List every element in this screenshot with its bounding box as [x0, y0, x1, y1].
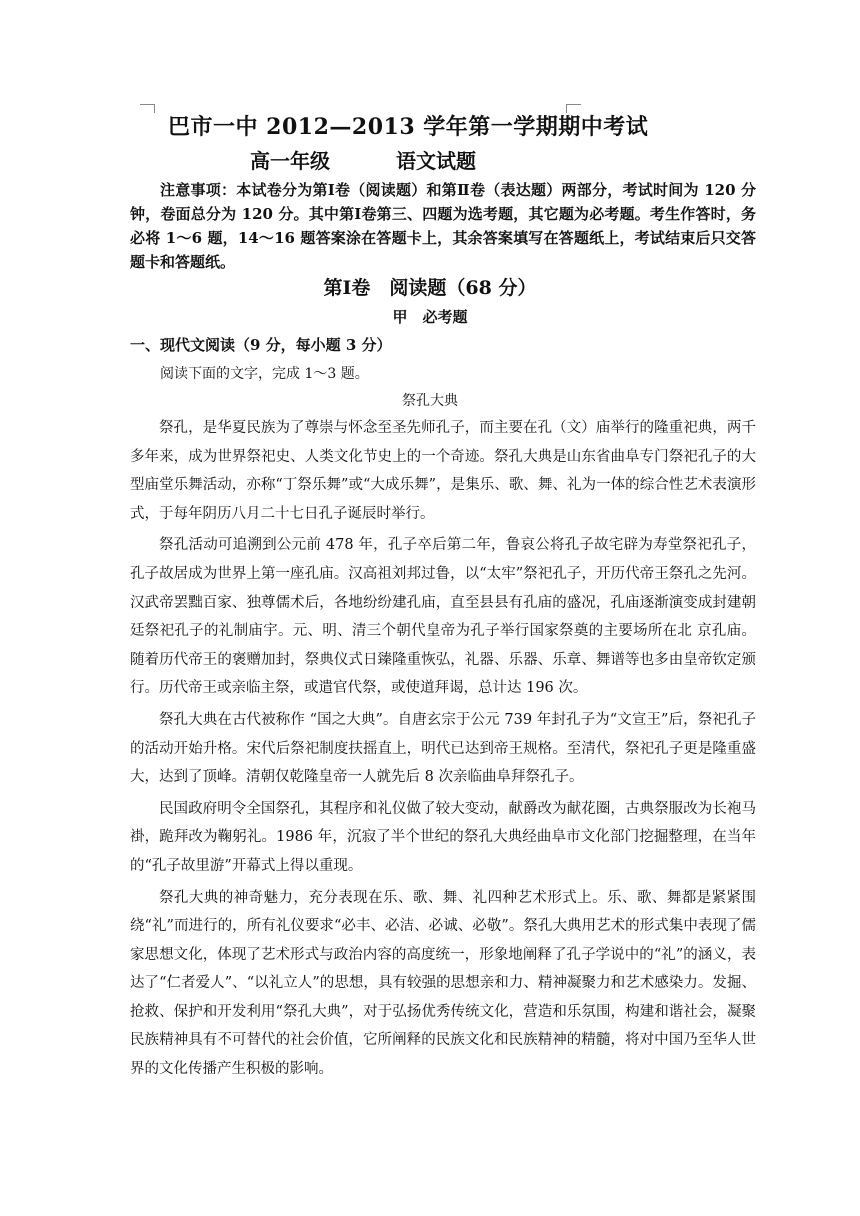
article-body [130, 414, 756, 1087]
article-paragraph: 祭孔活动可追溯到公元前 478 年，孔子卒后第二年，鲁哀公将孔子故宅辟为寿堂祭祀孔子，孔子故居成为世界上第一座孔庙。汉高祖刘邦过鲁，以“太牢”祭祀孔子，开历代帝王祭孔之先河。汉武帝罢黜百家、独尊儒术后，各地纷纷建孔庙，直至县县有孔庙的盛况，孔庙逐渐演变成封建朝廷祭祀孔子的礼制庙宇。元、明、清三个朝代皇帝为孔子举行国家祭奠的主要场所在北 京孔庙。随着历代帝王的褒赠加封，祭典仪式日臻隆重恢弘，礼器、乐器、乐章、舞谱等也多由皇帝钦定颁行。历代帝王或亲临主祭，或遣官代祭，或使道拜谒，总计达 196 次。 [130, 537, 756, 697]
article-paragraph: 祭孔大典的神奇魅力，充分表现在乐、歌、舞、礼四种艺术形式上。乐、歌、舞都是紧紧围绕“礼”而进行的，所有礼仪要求“必丰、必洁、必诚、必敬”。祭孔大典用艺术的形式集中表现了儒家思想文化，体现了艺术形式与政治内容的高度统一，形象地阐释了孔子学说中的“礼”的涵义，表达了“仁者爱人”、“以礼立人”的思想，具有较强的思想亲和力、精神凝聚力和艺术感染力。发掘、抢救、保护和开发利用“祭孔大典”，对于弘扬优秀传统文化，营造和乐氛围，构建和谐社会，凝聚民族精神具有不可替代的社会价值，它所阐释的民族文化和民族精神的精髓，将对中国乃至华人世界的文化传播产生积极的影响。 [130, 889, 756, 1078]
question-heading: 一、现代文阅读（9 分，每小题 3 分） [130, 336, 392, 354]
subject-label: 语文试题 [396, 149, 476, 173]
article-paragraph: 民国政府明令全国祭孔，其程序和礼仪做了较大变动，献爵改为献花圈，古典祭服改为长袍马褂，跪拜改为鞠躬礼。1986 年，沉寂了半个世纪的祭孔大典经曲阜市文化部门挖掘整理，在当年的“孔子故里游”开幕式上得以重现。 [130, 800, 756, 874]
exam-subtitle [250, 145, 476, 174]
question-instruction: 阅读下面的文字，完成 1～3 题。 [160, 366, 369, 382]
exam-notice: 注意事项：本试卷分为第Ⅰ卷（阅读题）和第Ⅱ卷（表达题）两部分，考试时间为 120 分钟，卷面总分为 120 分。其中第Ⅰ卷第三、四题为选考题，其它题为必考题。考生作答时，务必将 1～6 题，14～16 题答案涂在答题卡上，其余答案填写在答题纸上，考试结束后只交答题卡和答题纸。 [130, 181, 756, 271]
grade-label: 高一年级 [250, 149, 330, 173]
article-paragraph: 祭孔，是华夏民族为了尊崇与怀念至圣先师孔子，而主要在孔（文）庙举行的隆重祀典，两千多年来，成为世界祭祀史、人类文化节史上的一个奇迹。祭孔大典是山东省曲阜专门祭祀孔子的大型庙堂乐舞活动，亦称“丁祭乐舞”或“大成乐舞”，是集乐、歌、舞、礼为一体的综合性艺术表演形式，于每年阴历八月二十七日孔子诞辰时举行。 [130, 420, 756, 522]
exam-title: 巴市一中 2012—2013 学年第一学期期中考试 [168, 114, 649, 140]
article-title: 祭孔大典 [402, 393, 458, 409]
crop-mark-left [140, 104, 155, 113]
article-paragraph: 祭孔大典在古代被称作 “国之大典”。自唐玄宗于公元 739 年封孔子为“文宣王”后，祭祀孔子的活动开始升格。宋代后祭祀制度扶摇直上，明代已达到帝王规格。至清代，祭祀孔子更是隆重盛大，达到了顶峰。清朝仅乾隆皇帝一人就先后 8 次亲临曲阜拜祭孔子。 [130, 711, 756, 786]
subsection-title: 甲 必考题 [392, 308, 468, 326]
section-title: 第Ⅰ卷 阅读题（68 分） [323, 277, 537, 299]
